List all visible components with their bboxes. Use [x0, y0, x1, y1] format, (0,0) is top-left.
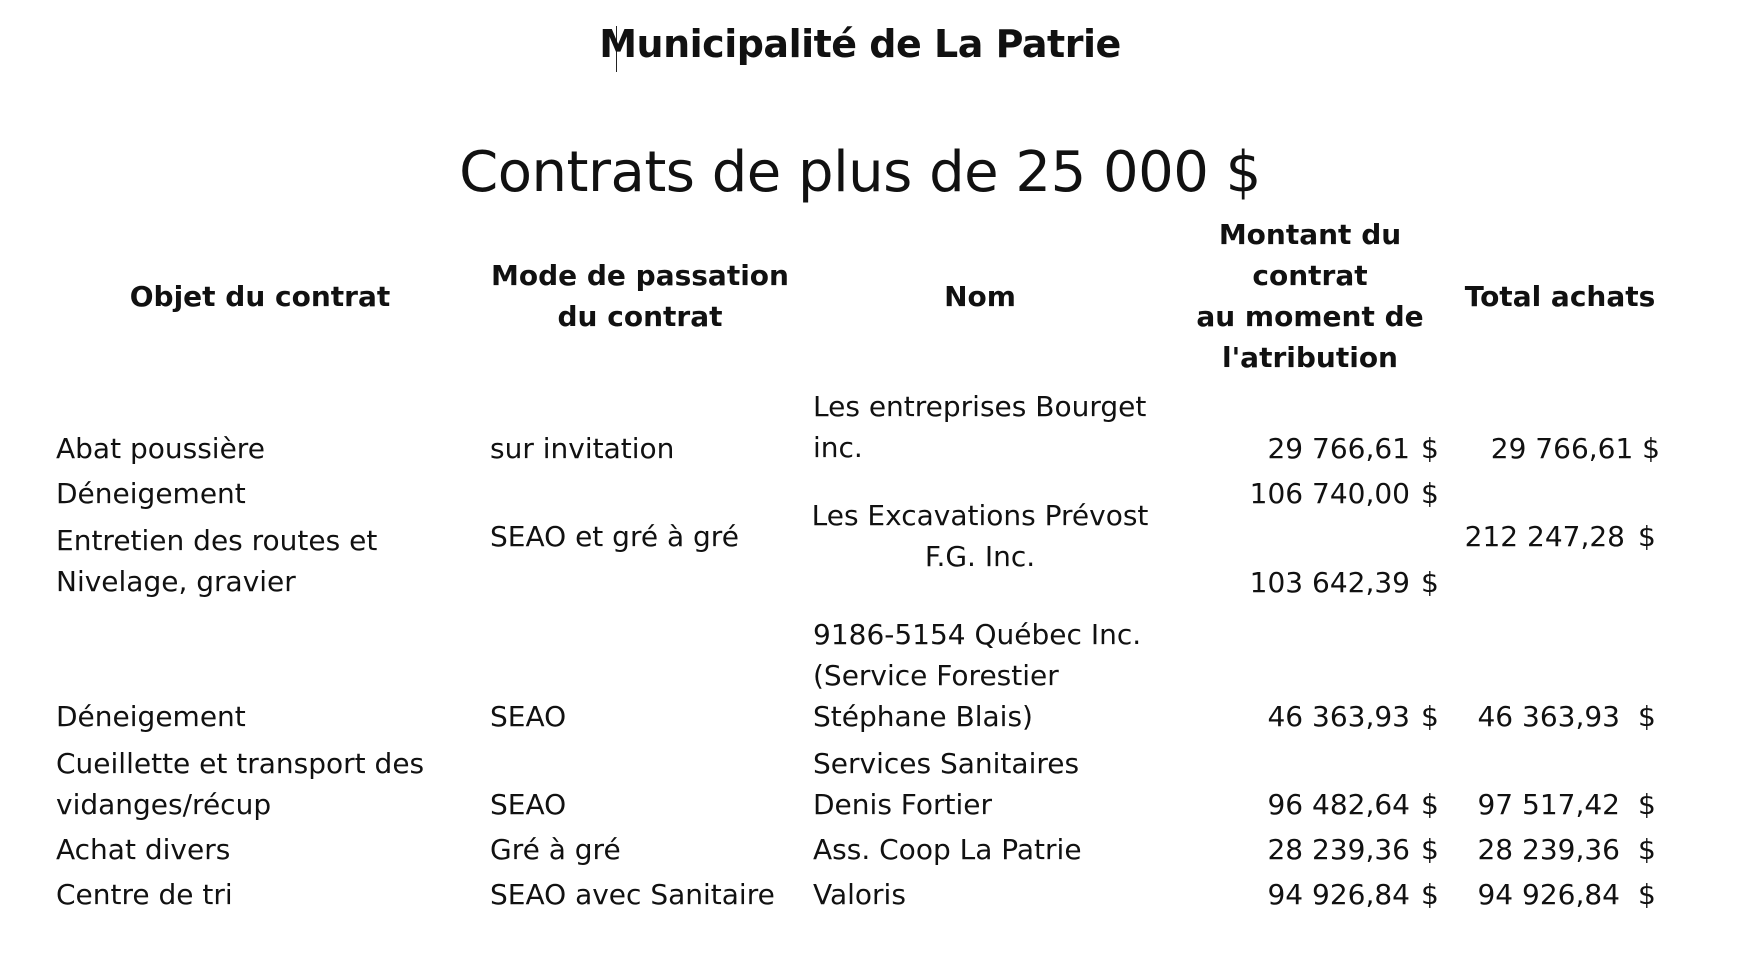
header-montant-line2: contrat: [1252, 259, 1368, 292]
row5-montant: 28 239,36: [1267, 833, 1410, 866]
row1-nom-line2: inc.: [813, 431, 863, 464]
row2-montant-b: 103 642,39: [1249, 566, 1410, 599]
row2-nom-line2: F.G. Inc.: [924, 540, 1036, 573]
row3-total: 46 363,93: [1477, 700, 1620, 733]
row5-mode: Gré à gré: [490, 833, 621, 866]
header-objet: Objet du contrat: [129, 280, 391, 313]
row2-nom: [800, 495, 1160, 577]
header-montant: [1180, 214, 1440, 378]
row4-total: 97 517,42: [1477, 788, 1620, 821]
row4-objet-line1: Cueillette et transport des: [56, 747, 425, 780]
row6-total: 94 926,84: [1477, 878, 1620, 911]
row3-objet: Déneigement: [56, 700, 246, 733]
header-montant-line4: l'atribution: [1222, 341, 1398, 374]
row2-montant-a: 106 740,00: [1249, 477, 1410, 510]
row4-objet-line2: vidanges/récup: [56, 788, 272, 821]
row2-nom-line1: Les Excavations Prévost: [811, 499, 1149, 532]
row1-objet: Abat poussière: [56, 432, 265, 465]
header-mode-line1: Mode de passation: [491, 259, 789, 292]
row3-nom-line1: 9186-5154 Québec Inc.: [813, 618, 1142, 651]
header-montant-line3: au moment de: [1196, 300, 1424, 333]
row2-montant-b-currency: $: [1421, 566, 1439, 599]
row4-montant-currency: $: [1421, 788, 1439, 821]
header-montant-line1: Montant du: [1218, 218, 1402, 251]
row6-nom: Valoris: [813, 878, 906, 911]
row6-objet: Centre de tri: [56, 878, 233, 911]
row6-montant: 94 926,84: [1267, 878, 1410, 911]
row4-nom: [813, 743, 1079, 825]
row4-total-currency: $: [1638, 788, 1656, 821]
row3-montant-currency: $: [1421, 700, 1439, 733]
row6-montant-currency: $: [1421, 878, 1439, 911]
header-total: Total achats: [1464, 280, 1656, 313]
row1-mode: sur invitation: [490, 432, 675, 465]
row5-total-currency: $: [1638, 833, 1656, 866]
row2-objet-line2: Entretien des routes et: [56, 524, 378, 557]
row1-montant-currency: $: [1421, 432, 1439, 465]
row3-mode: SEAO: [490, 700, 567, 733]
row5-montant-currency: $: [1421, 833, 1439, 866]
header-nom: Nom: [944, 280, 1016, 313]
row2-total-currency: $: [1638, 520, 1656, 553]
row4-nom-line1: Services Sanitaires: [813, 747, 1080, 780]
header-mode: [480, 255, 800, 337]
row5-objet: Achat divers: [56, 833, 231, 866]
row4-nom-line2: Denis Fortier: [813, 788, 993, 821]
row3-nom: [813, 614, 1141, 737]
row3-nom-line3: Stéphane Blais): [813, 700, 1033, 733]
row3-montant: 46 363,93: [1267, 700, 1410, 733]
row6-mode: SEAO avec Sanitaire: [490, 878, 775, 911]
row6-total-currency: $: [1638, 878, 1656, 911]
municipality-title: Municipalité de La Patrie: [599, 22, 1121, 66]
row1-nom: [813, 386, 1146, 468]
row5-nom: Ass. Coop La Patrie: [813, 833, 1082, 866]
row1-montant: 29 766,61: [1267, 432, 1410, 465]
row4-mode: SEAO: [490, 788, 567, 821]
row1-nom-line1: Les entreprises Bourget: [813, 390, 1147, 423]
row3-nom-line2: (Service Forestier: [813, 659, 1059, 692]
row2-objet-line1: Déneigement: [56, 477, 246, 510]
row1-total: 29 766,61 $: [1490, 432, 1660, 465]
row2-objet-line3: Nivelage, gravier: [56, 565, 296, 598]
row3-total-currency: $: [1638, 700, 1656, 733]
row2-mode: SEAO et gré à gré: [490, 520, 739, 553]
row4-montant: 96 482,64: [1267, 788, 1410, 821]
row2-montant-a-currency: $: [1421, 477, 1439, 510]
page-title: Contrats de plus de 25 000 $: [459, 140, 1261, 205]
row5-total: 28 239,36: [1477, 833, 1620, 866]
row4-objet: [56, 743, 424, 825]
row2-objet: [56, 473, 377, 602]
row2-total: 212 247,28: [1464, 520, 1625, 553]
header-mode-line2: du contrat: [557, 300, 723, 333]
